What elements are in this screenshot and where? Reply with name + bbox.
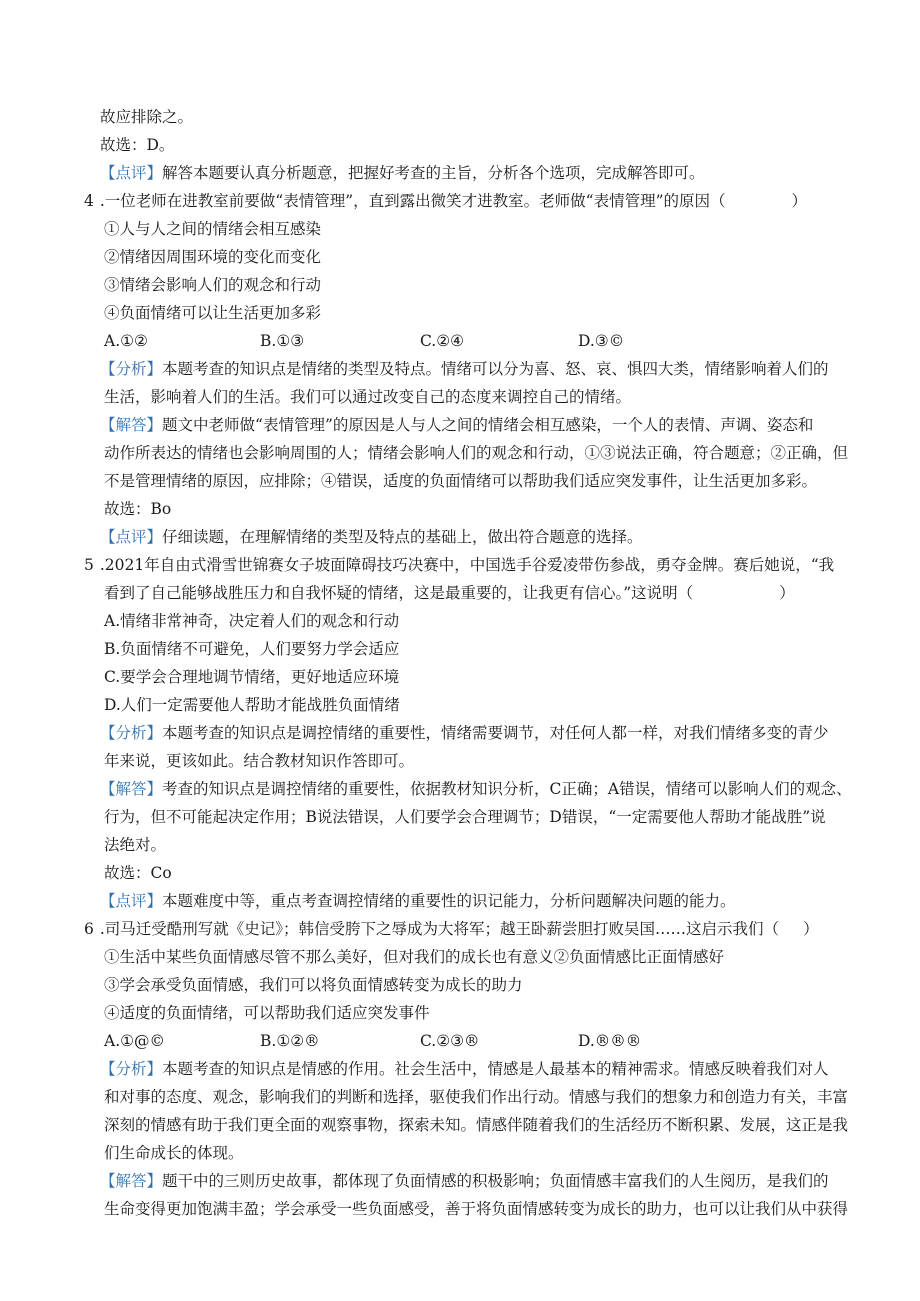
analysis-paragraph: 【分析】本题考查的知识点是调控情绪的重要性，情绪需要调节，对任何人都一样，对我们情绪多变的青少: [100, 724, 829, 742]
answer-line: 动作所表达的情绪也会影响周围的人；情绪会影响人们的观念和行动，①③说法正确，符合题意；②正确，但: [104, 444, 849, 462]
question-5-stem-line: 看到了自己能够战胜压力和自我怀疑的情绪，这是最重要的，让我更有信心。”这说明（ ）: [104, 584, 795, 602]
question-6-option-d: D.®®®: [578, 1032, 642, 1050]
analysis-tag: 【分析】: [100, 724, 163, 742]
question-6-item: ④适度的负面情绪，可以帮助我们适应突发事件: [104, 1004, 430, 1022]
comment-tag: 【点评】: [100, 528, 163, 546]
question-6-item: ①生活中某些负面情感尽管不那么美好，但对我们的成长也有意义②负面情感比正面情感好: [104, 948, 725, 966]
question-6-option-a: A.①@©: [104, 1032, 166, 1050]
comment-tag: 【点评】: [100, 892, 163, 910]
question-5-stem: 5 .2021年自由式滑雪世锦赛女子坡面障碍技巧决赛中，中国选手谷爱凌带伤参战，勇夺金牌。赛后她说，“我: [84, 556, 835, 574]
analysis-line: 和对事的态度、观念，影响我们的判断和选择，驱使我们作出行动。情感与我们的想象力和创造力有关，丰富: [104, 1088, 849, 1106]
question-4-option-b: B.①③: [260, 332, 305, 350]
answer-paragraph: 【解答】考查的知识点是调控情绪的重要性，依据教材知识分析，C正确；A错误，情绪可以影响人们的观念、: [100, 780, 852, 798]
question-number: 5: [84, 556, 94, 574]
question-4-item: ③情绪会影响人们的观念和行动: [104, 276, 322, 294]
answer-line: 不是管理情绪的原因，应排除；④错误，适度的负面情绪可以帮助我们适应突发事件，让生活更加多彩。: [104, 472, 818, 490]
analysis-paragraph: 【分析】本题考查的知识点是情绪的类型及特点。情绪可以分为喜、怒、哀、惧四大类，情绪影响着人们的: [100, 360, 829, 378]
question-5-option-c: C.要学会合理地调节情绪，更好地适应环境: [104, 668, 400, 686]
answer-tag: 【解答】: [100, 416, 163, 434]
analysis-line: 年来说，更该如此。结合教材知识作答即可。: [104, 752, 415, 770]
question-4-option-c: C.②④: [420, 332, 465, 350]
question-4-option-d: D.③©: [578, 332, 625, 350]
text-line: 故应排除之。: [100, 108, 194, 126]
answer-tag: 【解答】: [100, 1172, 163, 1190]
answer-line: 生命变得更加饱满丰盈；学会承受一些负面感受，善于将负面情感转变为成长的助力，也可以让我们从中获得: [104, 1200, 849, 1218]
question-4-item: ②情绪因周围环境的变化而变化: [104, 248, 322, 266]
analysis-line: 生活，影响着人们的生活。我们可以通过改变自己的态度来调控自己的情绪。: [104, 388, 632, 406]
analysis-tag: 【分析】: [100, 1060, 163, 1078]
question-6-option-b: B.①②®: [260, 1032, 320, 1050]
comment-tag: 【点评】: [100, 164, 163, 182]
analysis-line: 们生命成长的体现。: [104, 1144, 244, 1162]
question-number: 4: [84, 192, 94, 210]
answer-choice: 故选：D。: [100, 136, 175, 154]
question-4-item: ④负面情绪可以让生活更加多彩: [104, 304, 322, 322]
question-5-option-a: A.情绪非常神奇，决定着人们的观念和行动: [104, 612, 400, 630]
question-5-option-b: B.负面情绪不可避免，人们要努力学会适应: [104, 640, 400, 658]
answer-choice: 故选：Co: [104, 864, 172, 882]
question-4-stem: 4 .一位老师在进教室前要做“表情管理”，直到露出微笑才进教室。老师做“表情管理”的原因（ ）: [84, 192, 808, 210]
comment-paragraph: 【点评】仔细读题，在理解情绪的类型及特点的基础上，做出符合题意的选择。: [100, 528, 643, 546]
comment-paragraph: 【点评】本题难度中等，重点考查调控情绪的重要性的识记能力，分析问题解决问题的能力。: [100, 892, 736, 910]
answer-paragraph: 【解答】题干中的三则历史故事，都体现了负面情感的积极影响；负面情感丰富我们的人生阅历，是我们的: [100, 1172, 829, 1190]
answer-tag: 【解答】: [100, 780, 163, 798]
answer-paragraph: 【解答】题文中老师做“表情管理”的原因是人与人之间的情绪会相互感染，一个人的表情、声调、姿态和: [100, 416, 814, 434]
answer-line: 行为，但不可能起决定作用；B说法错误，人们要学会合理调节；D错误，“一定需要他人帮助才能战胜”说: [104, 808, 826, 826]
question-4-option-a: A.①②: [104, 332, 148, 350]
question-6-stem: 6 .司马迁受酷刑写就《史记》；韩信受胯下之辱成为大将军；越王卧薪尝胆打败吴国……这启示我们（ ）: [84, 920, 819, 938]
question-5-option-d: D.人们一定需要他人帮助才能战胜负面情绪: [104, 696, 400, 714]
analysis-paragraph: 【分析】本题考查的知识点是情感的作用。社会生活中，情感是人最基本的精神需求。情感反映着我们对人: [100, 1060, 829, 1078]
comment-paragraph: [100, 166, 705, 182]
question-6-option-c: C.②③®: [420, 1032, 480, 1050]
answer-choice: 故选：Bo: [104, 500, 172, 518]
question-4-item: ①人与人之间的情绪会相互感染: [104, 220, 322, 238]
question-number: 6: [84, 920, 94, 938]
comment-text: 解答本题要认真分析题意，把握好考查的主旨，分析各个选项，完成解答即可。: [162, 164, 705, 182]
answer-line: 法绝对。: [104, 836, 167, 854]
question-6-item: ③学会承受负面情感，我们可以将负面情感转变为成长的助力: [104, 976, 523, 994]
analysis-line: 深刻的情感有助于我们更全面的观察事物，探索未知。情感伴随着我们的生活经历不断积累、发展，这正是我: [104, 1116, 849, 1134]
analysis-tag: 【分析】: [100, 360, 163, 378]
